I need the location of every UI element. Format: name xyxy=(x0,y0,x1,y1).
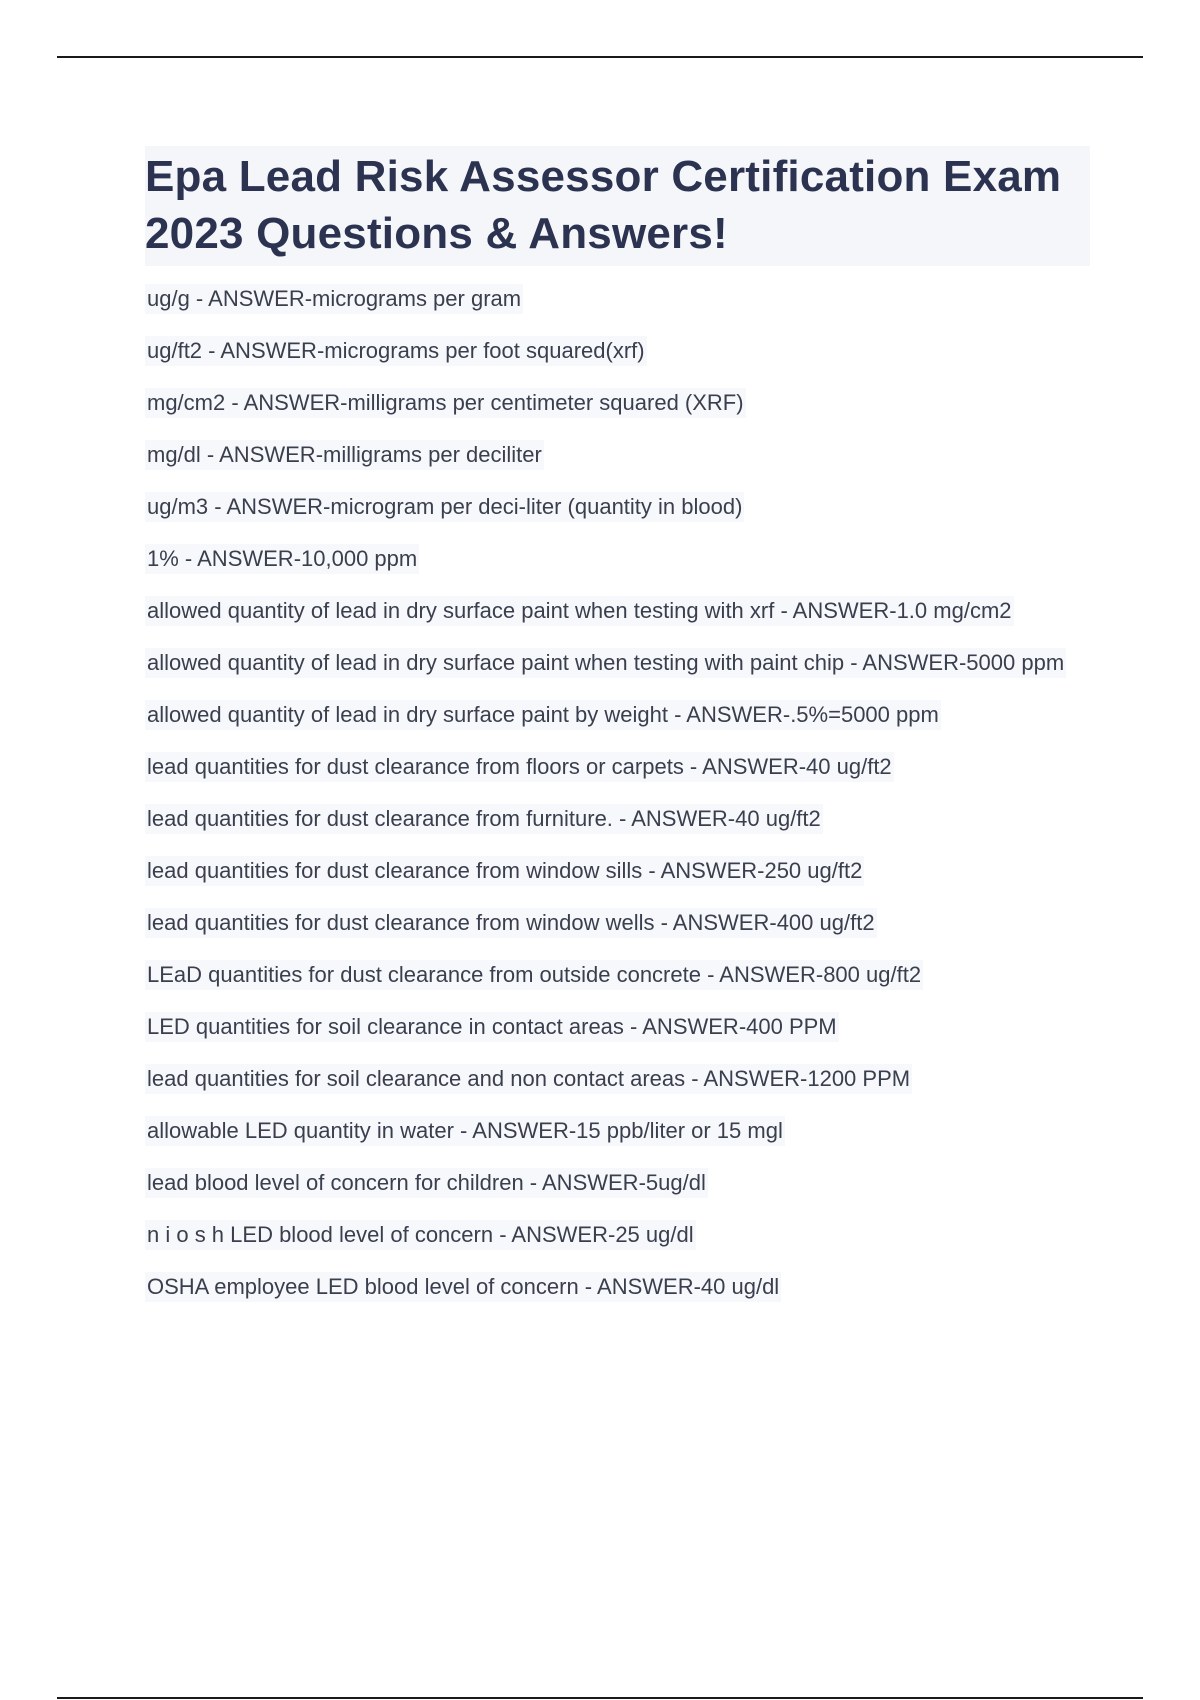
qa-item: OSHA employee LED blood level of concern - ANSWER-40 ug/dl xyxy=(145,1272,781,1302)
qa-item: mg/cm2 - ANSWER-milligrams per centimeter squared (XRF) xyxy=(145,388,746,418)
qa-item: n i o s h LED blood level of concern - ANSWER-25 ug/dl xyxy=(145,1220,696,1250)
qa-item: lead quantities for dust clearance from window sills - ANSWER-250 ug/ft2 xyxy=(145,856,864,886)
qa-item: lead quantities for dust clearance from floors or carpets - ANSWER-40 ug/ft2 xyxy=(145,752,894,782)
qa-item: LEaD quantities for dust clearance from outside concrete - ANSWER-800 ug/ft2 xyxy=(145,960,923,990)
qa-item: LED quantities for soil clearance in contact areas - ANSWER-400 PPM xyxy=(145,1012,839,1042)
qa-item: ug/ft2 - ANSWER-micrograms per foot squared(xrf) xyxy=(145,336,647,366)
qa-item: allowed quantity of lead in dry surface paint when testing with xrf - ANSWER-1.0 mg/cm2 xyxy=(145,596,1014,626)
qa-item: allowed quantity of lead in dry surface paint when testing with paint chip - ANSWER-5000 ppm xyxy=(145,648,1066,678)
document-body xyxy=(145,146,1090,1324)
qa-item: 1% - ANSWER-10,000 ppm xyxy=(145,544,419,574)
qa-item: lead quantities for dust clearance from window wells - ANSWER-400 ug/ft2 xyxy=(145,908,877,938)
qa-item: lead blood level of concern for children - ANSWER-5ug/dl xyxy=(145,1168,708,1198)
qa-item: lead quantities for soil clearance and non contact areas - ANSWER-1200 PPM xyxy=(145,1064,912,1094)
top-rule xyxy=(57,56,1143,58)
qa-item: ug/g - ANSWER-micrograms per gram xyxy=(145,284,523,314)
qa-item: ug/m3 - ANSWER-microgram per deci-liter (quantity in blood) xyxy=(145,492,744,522)
document-title: Epa Lead Risk Assessor Certification Exam 2023 Questions & Answers! xyxy=(145,152,1062,258)
title-block xyxy=(145,146,1090,266)
qa-item: lead quantities for dust clearance from furniture. - ANSWER-40 ug/ft2 xyxy=(145,804,823,834)
qa-item: allowed quantity of lead in dry surface paint by weight - ANSWER-.5%=5000 ppm xyxy=(145,700,941,730)
bottom-rule xyxy=(57,1697,1143,1699)
qa-list xyxy=(145,284,1090,1302)
qa-item: allowable LED quantity in water - ANSWER-15 ppb/liter or 15 mgl xyxy=(145,1116,785,1146)
qa-item: mg/dl - ANSWER-milligrams per deciliter xyxy=(145,440,544,470)
